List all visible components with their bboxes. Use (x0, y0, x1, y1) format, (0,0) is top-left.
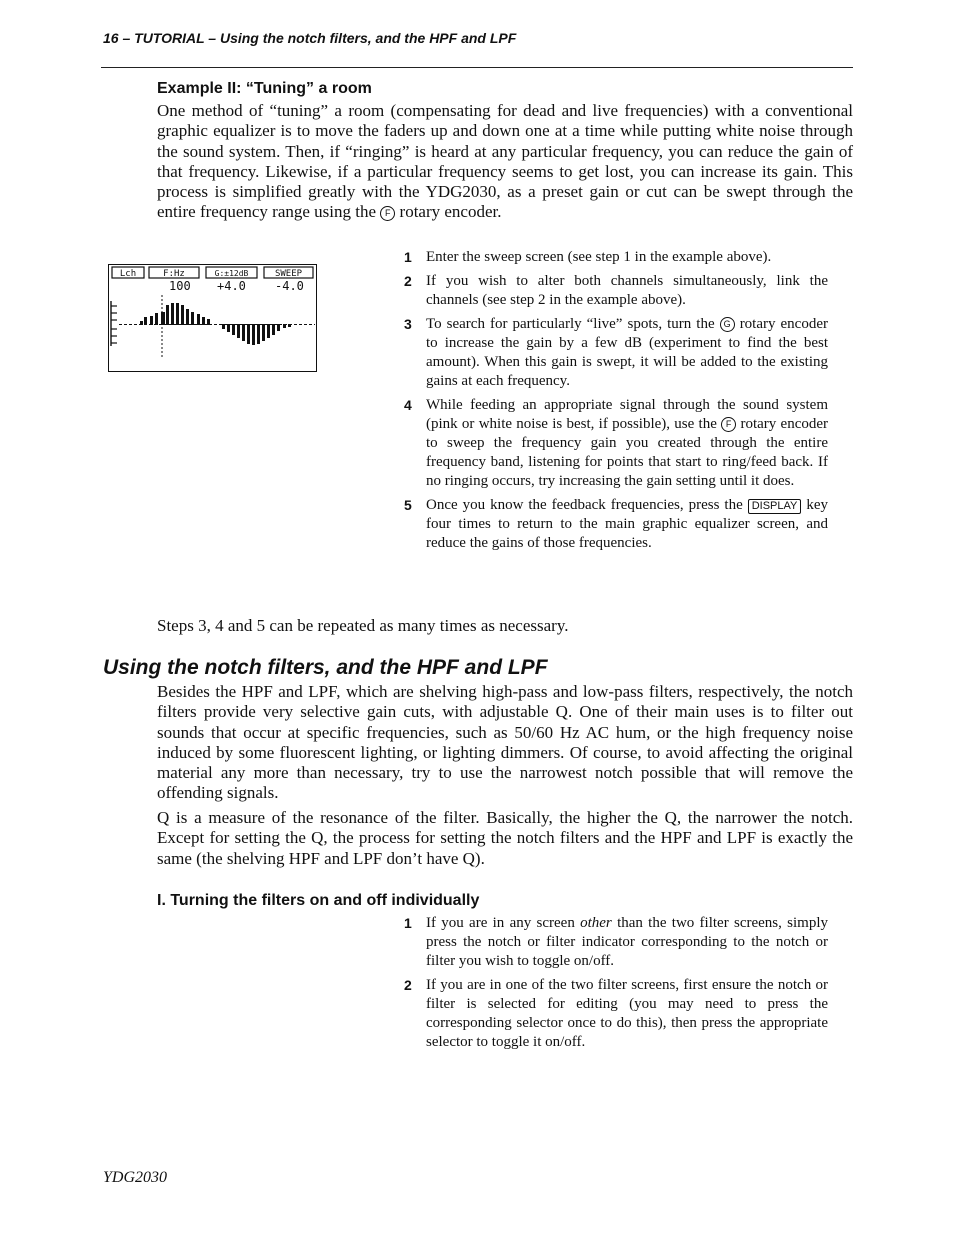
lcd-sweep-value: -4.0 (275, 279, 304, 293)
lcd-graphic (109, 265, 315, 370)
header-rule (101, 67, 853, 68)
step-number: 2 (404, 273, 412, 289)
notch-para-2: Q is a measure of the resonance of the filter. Basically, the higher the Q, the narrower the notch. Except for setting the Q, the process for setting the notch filters and the HPF and LPF is exactly the same (the shelving HPF and LPF don’t have Q). (157, 808, 853, 868)
step-text: key four times to return to the main graphic equalizer screen, and reduce the gains of those frequencies. (426, 497, 828, 551)
step-number: 1 (404, 915, 412, 931)
step-number: 4 (404, 397, 412, 413)
lcd-tab-label: SWEEP (274, 269, 303, 279)
example2-intro-text: One method of “tuning” a room (compensating for dead and live frequencies) with a conventional graphic equalizer is to move the faders up and down one at a time while putting white noise through the sound system. Then, if “ringing” is heard at any particular frequency, you can reduce the gain of that frequency. Likewise, if a particular frequency seems to get lost, you can increase its gain. This process is simplified greatly with the YDG2030, as a preset gain or cut can be swept through the entire frequency range using the (157, 101, 853, 222)
list-item (404, 396, 828, 491)
display-key-icon: DISPLAY (748, 499, 802, 514)
lcd-sweep-screen (108, 264, 317, 372)
step-text: rotary encoder to increase the gain by a few dB (experiment to find the best amount). When this gain is swept, it will be added to the existing gains at each frequency. (426, 316, 828, 389)
step-text: Enter the sweep screen (see step 1 in the example above). (426, 249, 772, 265)
step-number: 3 (404, 316, 412, 332)
filters-subheading: I. Turning the filters on and off individually (157, 892, 480, 909)
lcd-tab-label: F:Hz (163, 269, 185, 279)
list-item (404, 248, 828, 267)
list-item (404, 976, 828, 1052)
lcd-tab-label: G:±12dB (214, 269, 249, 278)
step-text: than the two filter screens, simply press the notch or filter indicator corresponding to the notch or filter you wish to toggle on/off. (426, 915, 828, 969)
example2-intro-text-end: rotary encoder. (399, 202, 502, 222)
step-text: If you wish to alter both channels simultaneously, link the channels (see step 2 in the example above). (426, 273, 828, 308)
f-encoder-icon: F (380, 206, 395, 221)
step-text: Once you know the feedback frequencies, press the (426, 497, 743, 513)
notch-para-1: Besides the HPF and LPF, which are shelving high-pass and low-pass filters, respectively, the notch filters provide very selective gain cuts, with adjustable Q. One of their main uses is to filter out sounds that occur at specific frequencies, such as 50/60 Hz AC hum, or the high frequency noise induced by some fluorescent lighting, or lighting dimmers. Of course, to avoid affecting the original material any more than necessary, try to use the narrowest notch possible that will remove the offending signals. (157, 682, 853, 803)
step-number: 5 (404, 497, 412, 513)
step-text: While feeding an appropriate signal through the sound system (pink or white noise is best, if possible), use the (426, 397, 828, 432)
step-number: 1 (404, 249, 412, 265)
step-text: If you are in one of the two filter screens, first ensure the notch or filter is selected for editing (you may need to press the corresponding selector once to do this), then press the appropriate selector to toggle it on/off. (426, 977, 828, 1050)
step-text: rotary encoder to sweep the frequency gain you created through the entire frequency band, listening for points that start to ring/feed back. If no ringing occurs, try increasing the gain setting until it does. (426, 416, 829, 489)
step-text: To search for particularly “live” spots, turn the (426, 316, 715, 332)
lcd-frequency-value: 100 (169, 279, 191, 293)
example2-intro (157, 101, 853, 223)
g-encoder-icon: G (720, 317, 735, 332)
list-item (404, 914, 828, 971)
step-text: If you are in any screen (426, 915, 575, 931)
step-number: 2 (404, 977, 412, 993)
list-item (404, 315, 828, 391)
running-head: 16 – TUTORIAL – Using the notch filters, and the HPF and LPF (103, 30, 517, 46)
lcd-tab-label: Lch (119, 269, 137, 279)
filter-steps (404, 914, 828, 1057)
repeat-note: Steps 3, 4 and 5 can be repeated as many times as necessary. (157, 616, 569, 635)
section-heading: Using the notch filters, and the HPF and LPF (103, 656, 548, 679)
example2-heading: Example II: “Tuning” a room (157, 80, 372, 97)
tuning-steps (404, 248, 828, 558)
f-encoder-icon: F (721, 417, 736, 432)
list-item (404, 272, 828, 310)
lcd-axis-ticks (111, 306, 117, 343)
step-emphasis: other (580, 915, 612, 931)
footer-model: YDG2030 (103, 1169, 168, 1186)
lcd-gain-value: +4.0 (217, 279, 246, 293)
list-item (404, 496, 828, 553)
